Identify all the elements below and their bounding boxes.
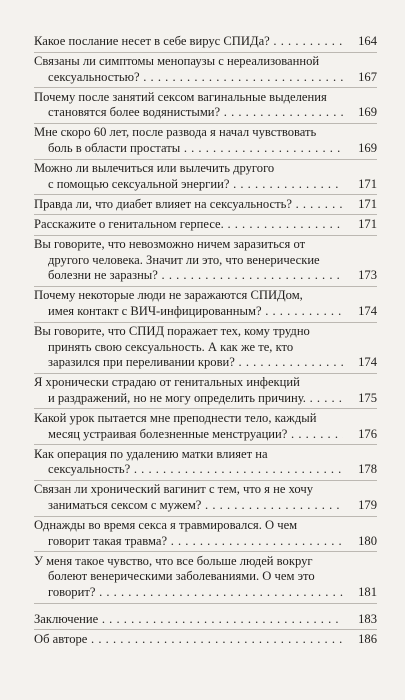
toc-entry-line: болезни не заразны? . . . <box>34 268 343 284</box>
toc-entry-title <box>34 447 343 478</box>
toc-entry-page: 169 <box>355 141 377 157</box>
toc-entry-line: месяц устраивая болезненные менструации? . . . <box>34 427 343 443</box>
toc-entry-line: Правда ли, что диабет влияет на сексуальность? . . . <box>34 197 343 213</box>
toc-entry-line: Я хронически страдаю от генитальных инфекций <box>34 375 300 390</box>
toc-entry <box>34 34 377 53</box>
toc-entry-line: сексуальность? . . . <box>34 462 343 478</box>
toc-entry-line: и раздражений, но не могу определить причину. . . . <box>34 391 343 407</box>
toc-entry-line: сексуальностью? . . . <box>34 70 343 86</box>
toc-entry-line: болеют венерическими заболеваниями. О чем это <box>48 569 315 584</box>
toc-entry <box>34 125 377 159</box>
toc-entry-page: 186 <box>355 632 377 648</box>
toc-entry-page: 167 <box>355 70 377 86</box>
toc-entry-line: говорит такая травма? . . . <box>34 534 343 550</box>
toc-entry-page: 174 <box>355 304 377 320</box>
toc-entry-title <box>34 161 343 192</box>
toc-entry-conclusion <box>34 612 377 631</box>
toc-entry-page: 171 <box>355 177 377 193</box>
toc-entry-line: Можно ли вылечиться или вылечить другого <box>34 161 275 176</box>
toc-entry-title <box>34 482 343 513</box>
toc-entry <box>34 375 377 409</box>
toc-entry <box>34 161 377 195</box>
toc-entry-line: Какое послание несет в себе вирус СПИДа? . . . <box>34 34 343 50</box>
toc-entry-title <box>34 90 343 121</box>
toc-entry <box>34 54 377 88</box>
toc-entry-line: Связаны ли симптомы менопаузы с нереализованной <box>34 54 320 69</box>
toc-entry-line: имея контакт с ВИЧ-инфицированным? . . . <box>34 304 343 320</box>
toc-entry-line: Какой урок пытается мне преподнести тело, каждый <box>34 410 317 425</box>
toc-entry-title <box>34 518 343 549</box>
toc-entry <box>34 237 377 287</box>
toc-entry-title <box>34 125 343 156</box>
toc-entry-title <box>34 237 343 284</box>
toc-entry-title <box>34 197 343 213</box>
toc-entry-line: с помощью сексуальной энергии? . . . <box>34 177 343 193</box>
toc-entry-title <box>34 324 343 371</box>
toc-entry-page: 164 <box>355 34 377 50</box>
toc-entry-line: принять свою сексуальность. А как же те, кто <box>48 339 294 354</box>
toc-entry <box>34 217 377 236</box>
toc-entry-about-author <box>34 632 377 650</box>
toc-entry-line: другого человека. Значит ли это, что венерические <box>48 252 320 267</box>
toc-entry <box>34 288 377 322</box>
toc-entry-line: боль в области простаты . . . <box>34 141 343 157</box>
toc-entry-page: 173 <box>355 268 377 284</box>
toc-entry <box>34 324 377 374</box>
toc-entry-title <box>34 612 343 628</box>
toc-entry-line: Расскажите о генитальном герпесе. . . . <box>34 217 343 233</box>
toc-entry-title <box>34 217 343 233</box>
toc-entry-title <box>34 288 343 319</box>
toc-entry-line: говорит? . . . <box>34 585 343 601</box>
toc-entry-title <box>34 632 343 648</box>
toc-entry <box>34 197 377 216</box>
toc-entry-line: Вы говорите, что СПИД поражает тех, кому трудно <box>34 324 310 338</box>
toc-entry-line: заразился при переливании крови? . . . <box>34 355 343 371</box>
toc-entry-page: 171 <box>355 197 377 213</box>
table-of-contents <box>34 34 377 649</box>
toc-entry-line: Об авторе . . . <box>34 632 343 648</box>
toc-entry-page: 183 <box>355 612 377 628</box>
toc-entry-line: Почему некоторые люди не заражаются СПИДом, <box>34 288 303 303</box>
toc-entry <box>34 518 377 552</box>
toc-entry-line: Мне скоро 60 лет, после развода я начал чувствовать <box>34 125 317 140</box>
toc-entry-page: 179 <box>355 498 377 514</box>
toc-entry <box>34 411 377 445</box>
toc-entry-line: становятся более водянистыми? . . . <box>34 105 343 121</box>
toc-entry <box>34 447 377 481</box>
toc-entry-page: 181 <box>355 585 377 601</box>
toc-entry-page: 169 <box>355 105 377 121</box>
toc-entry-line: У меня такое чувство, что все больше людей вокруг <box>34 553 313 568</box>
toc-entry-title <box>34 375 343 406</box>
toc-entry <box>34 554 377 604</box>
toc-entry <box>34 90 377 124</box>
toc-entry-page: 171 <box>355 217 377 233</box>
toc-entry <box>34 482 377 516</box>
toc-entry-page: 176 <box>355 427 377 443</box>
toc-entry-title <box>34 411 343 442</box>
toc-entry-title <box>34 34 343 50</box>
toc-entry-line: Связан ли хронический вагинит с тем, что я не хочу <box>34 482 313 497</box>
toc-entry-line: Как операция по удалению матки влияет на <box>34 446 268 461</box>
toc-entry-page: 178 <box>355 462 377 478</box>
toc-entry-line: Заключение . . . <box>34 612 343 628</box>
toc-entry-title <box>34 54 343 85</box>
toc-entry-title <box>34 554 343 601</box>
toc-entry-line: Почему после занятий сексом вагинальные выделения <box>34 89 327 104</box>
toc-entry-page: 174 <box>355 355 377 371</box>
toc-entry-line: заниматься сексом с мужем? . . . <box>34 498 343 514</box>
toc-entry-page: 175 <box>355 391 377 407</box>
toc-entry-page: 180 <box>355 534 377 550</box>
toc-entry-line: Однажды во время секса я травмировался. О чем <box>34 518 298 533</box>
toc-entry-line: Вы говорите, что невозможно ничем заразиться от <box>34 237 306 252</box>
